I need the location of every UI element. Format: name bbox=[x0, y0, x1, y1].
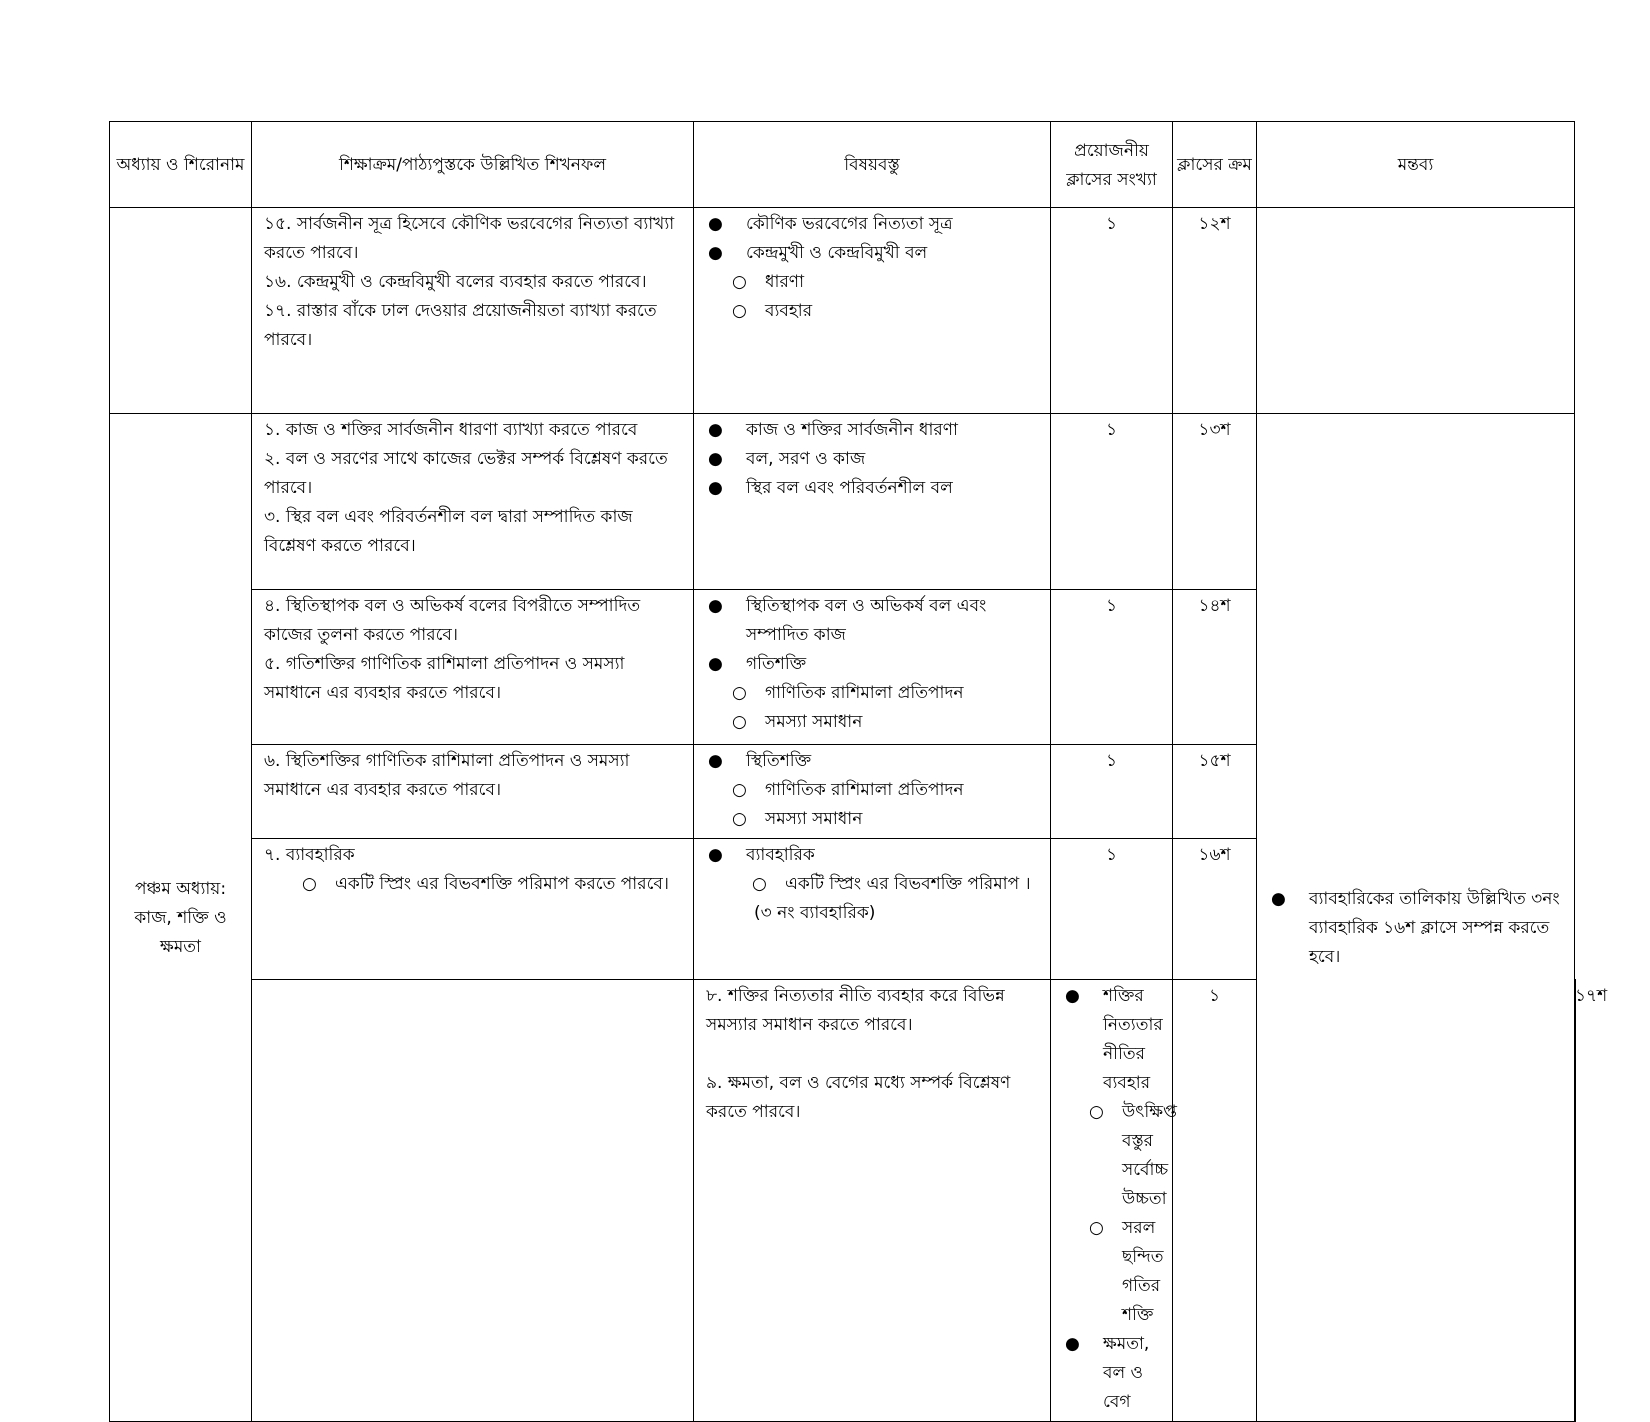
sub-list-item: ○ ধারণা bbox=[732, 268, 1040, 297]
bullet-icon: ● bbox=[708, 449, 723, 469]
content-cell bbox=[694, 590, 1051, 745]
chapter-title: পঞ্চম অধ্যায়: কাজ, শক্তি ও ক্ষমতা bbox=[110, 414, 252, 1422]
bullet-icon: ● bbox=[708, 214, 723, 234]
header-row bbox=[110, 122, 1576, 208]
list-item: ● শক্তির নিত্যতার নীতির ব্যবহার bbox=[1061, 982, 1162, 1098]
outcome-item: ১. কাজ ও শক্তির সার্বজনীন ধারণা ব্যাখ্যা করতে পারবে bbox=[264, 420, 638, 440]
bullet-icon: ● bbox=[708, 420, 723, 440]
table-row bbox=[110, 208, 1576, 414]
outcomes-cell bbox=[252, 590, 694, 745]
outcome-item: ৩. স্থির বল এবং পরিবর্তনশীল বল দ্বারা সম্পাদিত কাজ বিশ্লেষণ করতে পারবে। bbox=[264, 507, 633, 556]
outcomes-cell bbox=[252, 839, 694, 980]
circle-bullet-icon: ○ bbox=[732, 683, 747, 703]
bullet-icon: ● bbox=[708, 845, 723, 865]
circle-bullet-icon: ○ bbox=[732, 712, 747, 732]
outcome-item: ১৭. রাস্তার বাঁকে ঢাল দেওয়ার প্রয়োজনীয়তা ব্যাখ্যা করতে পারবে। bbox=[264, 301, 657, 350]
lesson-plan-table bbox=[109, 121, 1608, 1422]
sub-list-item: ○ সমস্যা সমাধান bbox=[732, 708, 1040, 737]
list-item: ● গতিশক্তি bbox=[704, 650, 1040, 679]
classes-count: ১ bbox=[1051, 839, 1173, 980]
bullet-icon: ● bbox=[708, 478, 723, 498]
content-cell bbox=[1051, 980, 1177, 1422]
list-item: ● ব্যাবহারিক bbox=[704, 841, 1040, 870]
outcome-item: ৪. স্থিতিস্থাপক বল ও অভিকর্ষ বলের বিপরীতে সম্পাদিত কাজের তুলনা করতে পারবে। bbox=[264, 596, 641, 645]
list-item: ● কৌণিক ভরবেগের নিত্যতা সূত্র bbox=[704, 210, 1040, 239]
sub-list-item: ○ উৎক্ষিপ্ত বস্তুর সর্বোচ্চ উচ্চতা bbox=[1089, 1098, 1162, 1214]
content-cell bbox=[694, 745, 1051, 839]
classes-count: ১ bbox=[1051, 414, 1173, 590]
outcome-item: ৫. গতিশক্তির গাণিতিক রাশিমালা প্রতিপাদন ও সমস্যা সমাধানে এর ব্যবহার করতে পারবে। bbox=[264, 654, 625, 703]
bullet-icon: ● bbox=[1065, 1334, 1080, 1354]
sub-list-item: ○ একটি স্প্রিং এর বিভবশক্তি পরিমাপ । bbox=[752, 870, 1040, 899]
outcome-item: ৮. শক্তির নিত্যতার নীতি ব্যবহার করে বিভিন্ন সমস্যার সমাধান করতে পারবে। bbox=[706, 986, 1005, 1035]
sub-list-item: ○ সরল ছন্দিত গতির শক্তি bbox=[1089, 1214, 1162, 1330]
classes-count: ১ bbox=[1051, 745, 1173, 839]
class-order: ১৭শ bbox=[1575, 980, 1576, 1422]
bullet-icon: ● bbox=[708, 751, 723, 771]
sub-list-item: ○ গাণিতিক রাশিমালা প্রতিপাদন bbox=[732, 776, 1040, 805]
class-order: ১৬শ bbox=[1173, 839, 1257, 980]
classes-count: ১ bbox=[1051, 590, 1173, 745]
bullet-icon: ● bbox=[708, 596, 723, 616]
sub-list-item: ○ ব্যবহার bbox=[732, 297, 1040, 326]
circle-bullet-icon: ○ bbox=[752, 874, 767, 894]
class-order: ১৫শ bbox=[1173, 745, 1257, 839]
class-order: ১৪শ bbox=[1173, 590, 1257, 745]
circle-bullet-icon: ○ bbox=[302, 874, 317, 894]
outcome-item: ১৬. কেন্দ্রমুখী ও কেন্দ্রবিমুখী বলের ব্যবহার করতে পারবে। bbox=[264, 272, 647, 292]
circle-bullet-icon: ○ bbox=[732, 272, 747, 292]
list-item: ● স্থিতিশক্তি bbox=[704, 747, 1040, 776]
outcomes-cell bbox=[252, 208, 694, 414]
bullet-icon: ● bbox=[708, 243, 723, 263]
outcome-sub-item: ○ একটি স্প্রিং এর বিভবশক্তি পরিমাপ করতে পারবে। bbox=[302, 870, 679, 899]
bullet-icon: ● bbox=[1271, 889, 1286, 909]
remarks-cell bbox=[1257, 414, 1575, 1422]
header-chapter: অধ্যায় ও শিরোনাম bbox=[110, 122, 252, 208]
circle-bullet-icon: ○ bbox=[732, 301, 747, 321]
outcomes-cell bbox=[694, 980, 1051, 1422]
circle-bullet-icon: ○ bbox=[732, 780, 747, 800]
outcome-item: ২. বল ও সরণের সাথে কাজের ভেক্টর সম্পর্ক বিশ্লেষণ করতে পারবে। bbox=[264, 449, 668, 498]
header-class-order: ক্লাসের ক্রম bbox=[1173, 122, 1257, 208]
content-cell bbox=[694, 414, 1051, 590]
header-remarks: মন্তব্য bbox=[1257, 122, 1575, 208]
bullet-icon: ● bbox=[1065, 986, 1080, 1006]
content-cell bbox=[694, 208, 1051, 414]
header-outcomes: শিক্ষাক্রম/পাঠ্যপুস্তকে উল্লিখিত শিখনফল bbox=[252, 122, 694, 208]
list-item: ● বল, সরণ ও কাজ bbox=[704, 445, 1040, 474]
circle-bullet-icon: ○ bbox=[732, 809, 747, 829]
outcome-item: ৬. স্থিতিশক্তির গাণিতিক রাশিমালা প্রতিপাদন ও সমস্যা সমাধানে এর ব্যবহার করতে পারবে। bbox=[264, 751, 630, 800]
outcome-item: ৯. ক্ষমতা, বল ও বেগের মধ্যে সম্পর্ক বিশ্লেষণ করতে পারবে। bbox=[706, 1073, 1011, 1122]
outcome-item: ১৫. সার্বজনীন সূত্র হিসেবে কৌণিক ভরবেগের নিত্যতা ব্যাখ্যা করতে পারবে। bbox=[264, 214, 675, 263]
list-item: ● ক্ষমতা, বল ও বেগ bbox=[1061, 1330, 1162, 1417]
list-item: ● স্থির বল এবং পরিবর্তনশীল বল bbox=[704, 474, 1040, 503]
outcome-item: ৭. ব্যাবহারিক bbox=[264, 845, 355, 865]
outcomes-cell bbox=[252, 414, 694, 590]
classes-count: ১ bbox=[1173, 980, 1257, 1422]
class-order: ১২শ bbox=[1173, 208, 1257, 414]
remark-item: ● ব্যাবহারিকের তালিকায় উল্লিখিত ৩নং ব্যাবহারিক ১৬শ ক্লাসে সম্পন্ন করতে হবে। bbox=[1267, 885, 1564, 972]
chapter-cell-empty bbox=[252, 980, 694, 1422]
content-cell bbox=[694, 839, 1051, 980]
class-order: ১৩শ bbox=[1173, 414, 1257, 590]
list-item: ● স্থিতিস্থাপক বল ও অভিকর্ষ বল এবং সম্পাদিত কাজ bbox=[704, 592, 1040, 650]
circle-bullet-icon: ○ bbox=[1089, 1218, 1104, 1238]
chapter-cell-empty bbox=[110, 208, 252, 414]
circle-bullet-icon: ○ bbox=[1089, 1102, 1104, 1122]
list-item: ● কেন্দ্রমুখী ও কেন্দ্রবিমুখী বল bbox=[704, 239, 1040, 268]
list-item: ● কাজ ও শক্তির সার্বজনীন ধারণা bbox=[704, 416, 1040, 445]
header-content: বিষয়বস্তু bbox=[694, 122, 1051, 208]
practical-note: (৩ নং ব্যাবহারিক) bbox=[754, 903, 876, 923]
bullet-icon: ● bbox=[708, 654, 723, 674]
sub-list-item: ○ গাণিতিক রাশিমালা প্রতিপাদন bbox=[732, 679, 1040, 708]
sub-list-item: ○ সমস্যা সমাধান bbox=[732, 805, 1040, 834]
classes-count: ১ bbox=[1051, 208, 1173, 414]
table-row bbox=[110, 414, 1576, 590]
remarks-cell-empty bbox=[1257, 208, 1575, 414]
outcomes-cell bbox=[252, 745, 694, 839]
header-classes-needed: প্রয়োজনীয় ক্লাসের সংখ্যা bbox=[1051, 122, 1173, 208]
